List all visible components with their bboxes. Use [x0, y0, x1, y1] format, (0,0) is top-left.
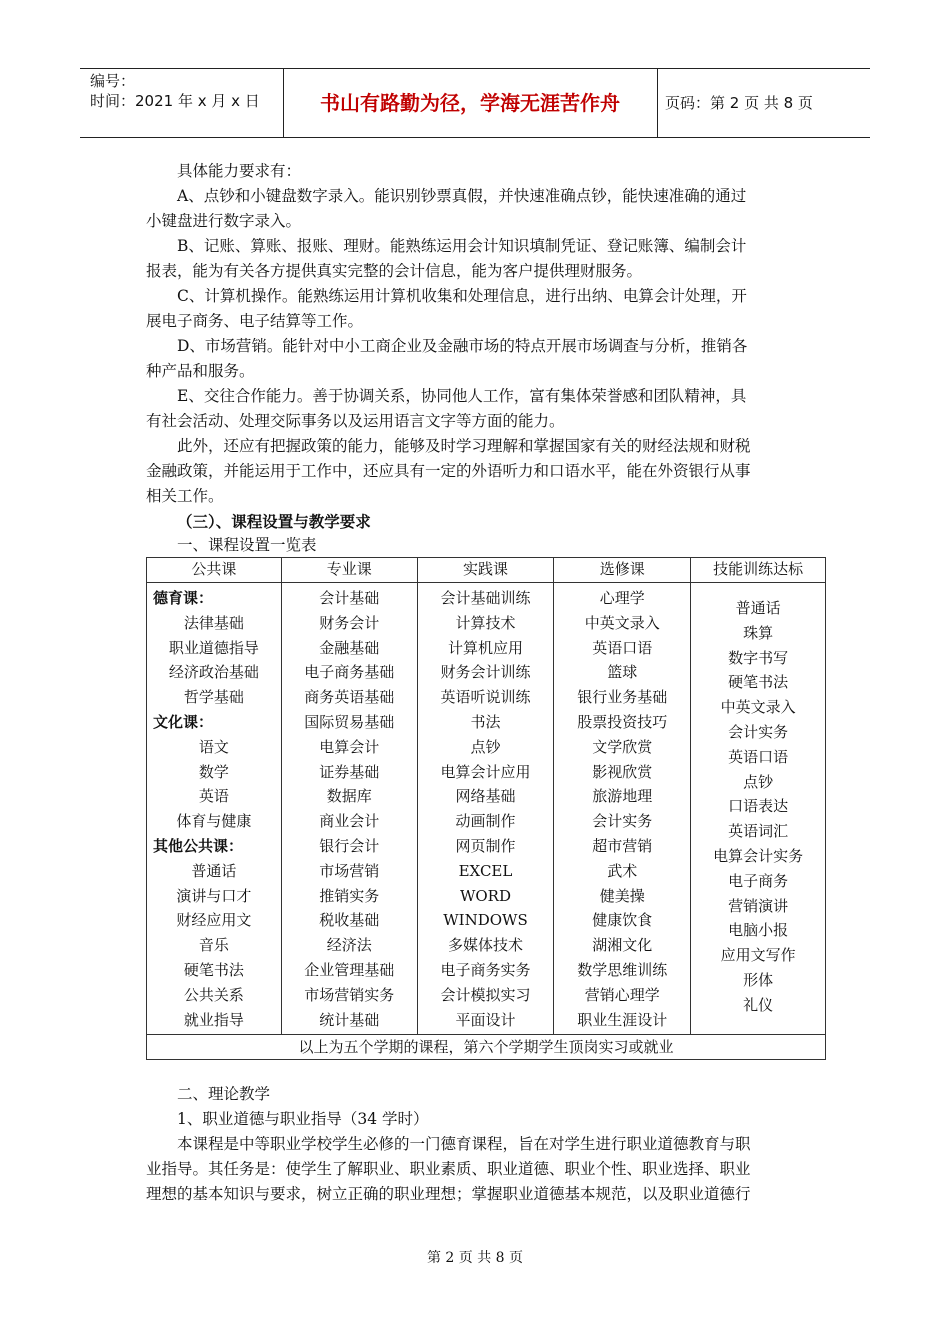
list-item: 中英文录入	[584, 613, 660, 632]
list-item: 市场营销	[319, 861, 380, 880]
table-header-row	[147, 558, 826, 583]
category-label: 其他公共课：	[153, 836, 244, 855]
list-item: 银行业务基础	[577, 688, 668, 707]
list-item: 电脑小报	[728, 921, 789, 940]
list-item: 超市营销	[592, 836, 653, 855]
list-item: 经济政治基础	[168, 663, 259, 682]
list-item: 武术	[607, 861, 638, 880]
list-item: 金融基础	[319, 638, 380, 657]
list-item: EXCEL	[458, 861, 513, 880]
list-item: WORD	[459, 886, 511, 905]
list-item: 股票投资技巧	[577, 712, 668, 731]
list-item: 口语表达	[728, 797, 789, 816]
list-item: 湖湘文化	[592, 936, 653, 955]
list-item: 英语口语	[728, 747, 789, 766]
list-item: 营销心理学	[584, 985, 660, 1004]
list-item: 书法	[470, 712, 501, 731]
list-item: 电子商务	[728, 871, 789, 890]
header-divider	[657, 69, 658, 137]
column-header: 技能训练达标	[691, 558, 826, 583]
list-item: 财务会计	[319, 613, 380, 632]
list-item: 心理学	[599, 589, 645, 607]
major-courses-cell	[281, 583, 417, 1035]
list-item: 会计模拟实习	[440, 985, 531, 1004]
skills-list	[691, 583, 825, 1020]
list-item: 旅游地理	[592, 787, 653, 806]
list-item: 国际贸易基础	[304, 712, 395, 731]
page-header	[80, 68, 870, 138]
category-label: 文化课：	[153, 712, 214, 731]
list-item: 统计基础	[319, 1010, 380, 1029]
list-item: 税收基础	[319, 911, 380, 930]
list-item: 会计实务	[592, 812, 653, 831]
header-motto: 书山有路勤为径，学海无涯苦作舟	[320, 91, 620, 115]
list-item: 计算机应用	[447, 638, 523, 657]
requirement-c: C、计算机操作。能熟练运用计算机收集和处理信息，进行出纳、电算会计处理，开 展电子商务、电子结算等工作。	[146, 287, 747, 330]
list-item: 影视欣赏	[592, 762, 653, 781]
list-item: 会计基础	[319, 589, 380, 607]
column-header: 选修课	[554, 558, 691, 583]
list-item: 网页制作	[455, 836, 516, 855]
header-page-number: 页码：第 2 页 共 8 页	[665, 94, 813, 112]
list-item: 推销实务	[319, 886, 380, 905]
list-item: 商务英语基础	[304, 688, 395, 707]
list-item: 商业会计	[319, 812, 380, 831]
table-caption: 一、课程设置一览表	[177, 536, 317, 554]
list-item: 语文	[198, 737, 229, 756]
list-item: 动画制作	[455, 812, 516, 831]
requirement-e: E、交往合作能力。善于协调关系，协同他人工作，富有集体荣誉感和团队精神，具 有社会活动、处理交际事务以及运用语言文字等方面的能力。	[146, 387, 747, 430]
list-item: 电子商务实务	[440, 960, 531, 979]
list-item: 文学欣赏	[592, 737, 653, 756]
list-item: 法律基础	[183, 613, 244, 632]
table-row	[147, 583, 826, 1035]
list-item: 健美操	[599, 886, 645, 905]
elective-course-list	[554, 583, 690, 1034]
list-item: 硬笔书法	[183, 960, 244, 979]
list-item: 硬笔书法	[728, 673, 789, 692]
list-item: 数学	[198, 762, 229, 781]
list-item: 英语	[198, 787, 229, 806]
list-item: 会计基础训练	[440, 589, 531, 607]
header-meta	[90, 71, 260, 111]
list-item: 普通话	[191, 861, 237, 880]
table-footnote: 以上为五个学期的课程，第六个学期学生顶岗实习或就业	[147, 1035, 826, 1060]
list-item: 演讲与口才	[176, 886, 252, 905]
table-footnote-row	[147, 1035, 826, 1060]
list-item: 电算会计	[319, 737, 380, 756]
list-item: 英语听说训练	[440, 688, 531, 707]
list-item: 普通话	[735, 599, 781, 617]
theory-heading: 二、理论教学	[177, 1085, 271, 1103]
list-item: 证券基础	[319, 762, 380, 781]
list-item: 健康饮食	[592, 911, 653, 930]
column-header: 实践课	[417, 558, 554, 583]
elective-courses-cell	[554, 583, 691, 1035]
course-table	[146, 557, 826, 1060]
list-item: WINDOWS	[443, 911, 528, 930]
list-item: 数字书写	[728, 648, 789, 667]
intro-text: 具体能力要求有：	[177, 162, 302, 180]
list-item: 会计实务	[728, 722, 789, 741]
list-item: 英语口语	[592, 638, 653, 657]
course-title: 1、职业道德与职业指导（34 学时）	[177, 1110, 429, 1128]
list-item: 多媒体技术	[447, 936, 523, 955]
category-label: 德育课：	[153, 589, 214, 607]
list-item: 财经应用文	[176, 911, 252, 930]
practice-course-list	[418, 583, 554, 1034]
list-item: 哲学基础	[183, 688, 244, 707]
list-item: 音乐	[198, 936, 229, 955]
public-courses-cell	[147, 583, 282, 1035]
course-description: 本课程是中等职业学校学生必修的一门德育课程，旨在对学生进行职业道德教育与职 业指导。其任务是：使学生了解职业、职业素质、职业道德、职业个性、职业选择、职业 理想的基本知识与要求，树立正确的职业理想；掌握职业道德基本规范，以及职业道德行	[146, 1135, 751, 1203]
list-item: 财务会计训练	[440, 663, 531, 682]
list-item: 计算技术	[455, 613, 516, 632]
doc-number-label: 编号：	[90, 72, 136, 90]
list-item: 珠算	[743, 623, 774, 642]
list-item: 平面设计	[455, 1010, 516, 1029]
section-heading: （三）、课程设置与教学要求	[177, 512, 371, 531]
list-item: 经济法	[326, 936, 372, 955]
list-item: 营销演讲	[728, 896, 789, 915]
page-footer: 第 2 页 共 8 页	[426, 1250, 524, 1266]
list-item: 就业指导	[183, 1010, 244, 1029]
list-item: 数据库	[326, 787, 372, 806]
list-item: 电算会计实务	[713, 846, 804, 865]
list-item: 银行会计	[319, 836, 380, 855]
skills-cell	[691, 583, 826, 1035]
list-item: 礼仪	[743, 995, 774, 1014]
list-item: 体育与健康	[176, 812, 252, 831]
list-item: 电子商务基础	[304, 663, 395, 682]
requirement-a: A、点钞和小键盘数字录入。能识别钞票真假，并快速准确点钞，能快速准确的通过 小键盘进行数字录入。	[146, 187, 747, 230]
list-item: 职业生涯设计	[577, 1010, 668, 1029]
list-item: 网络基础	[455, 787, 516, 806]
public-course-list	[147, 583, 281, 1034]
requirement-d: D、市场营销。能针对中小工商企业及金融市场的特点开展市场调查与分析，推销各 种产品和服务。	[146, 337, 748, 380]
list-item: 电算会计应用	[440, 762, 531, 781]
column-header: 公共课	[147, 558, 282, 583]
doc-date-label: 时间：2021 年 x 月 x 日	[90, 92, 260, 110]
requirement-b: B、记账、算账、报账、理财。能熟练运用会计知识填制凭证、登记账簿、编制会计 报表，能为有关各方提供真实完整的会计信息，能为客户提供理财服务。	[146, 237, 747, 280]
practice-courses-cell	[417, 583, 554, 1035]
list-item: 英语词汇	[728, 822, 789, 841]
list-item: 市场营销实务	[304, 985, 395, 1004]
list-item: 中英文录入	[720, 698, 796, 717]
list-item: 职业道德指导	[168, 638, 259, 657]
column-header: 专业课	[281, 558, 417, 583]
list-item: 数学思维训练	[577, 960, 668, 979]
list-item: 应用文写作	[720, 946, 796, 965]
list-item: 公共关系	[183, 985, 244, 1004]
list-item: 企业管理基础	[304, 960, 395, 979]
list-item: 点钞	[743, 772, 774, 791]
major-course-list	[282, 583, 417, 1034]
list-item: 点钞	[470, 737, 501, 756]
list-item: 篮球	[607, 663, 638, 682]
list-item: 形体	[743, 970, 774, 989]
additional-requirements: 此外，还应有把握政策的能力，能够及时学习理解和掌握国家有关的财经法规和财税 金融政策，并能运用于工作中，还应具有一定的外语听力和口语水平，能在外资银行从事 相关工作。	[146, 437, 751, 505]
